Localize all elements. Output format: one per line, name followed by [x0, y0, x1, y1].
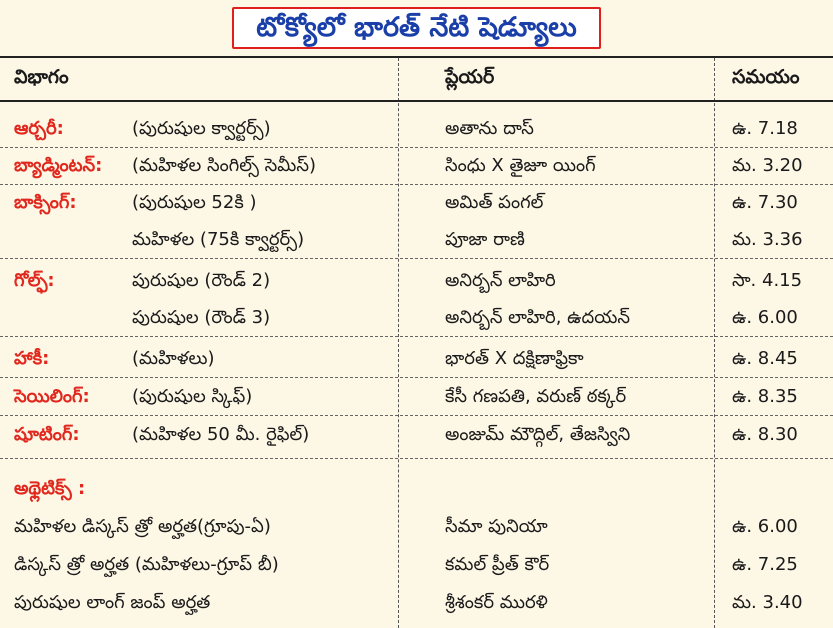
- top-rule: [0, 56, 833, 58]
- table-row: [0, 378, 833, 415]
- player-name: అనిర్బన్ లాహిరి, ఉదయన్: [445, 307, 631, 328]
- table-row: [0, 508, 833, 545]
- category-label: బాక్సింగ్:: [14, 192, 77, 213]
- player-name: కేసీ గణపతి, వరుణ్ ఠక్కర్: [445, 386, 627, 407]
- event-time: ఉ. 6.00: [732, 516, 798, 537]
- event-label: (మహిళల సింగిల్స్ సెమీస్): [132, 155, 316, 176]
- category-label: షూటింగ్:: [14, 424, 80, 445]
- row-separator: [0, 336, 833, 337]
- table-row: [0, 221, 833, 258]
- category-label: గోల్ఫ్:: [14, 270, 55, 291]
- table-row: [0, 416, 833, 453]
- category-label: ఆర్చరీ:: [14, 118, 64, 139]
- header-time: సమయం: [732, 66, 800, 88]
- event-label: పురుషుల లాంగ్ జంప్ అర్హత: [14, 592, 211, 613]
- event-label: పురుషుల (రౌండ్ 3): [132, 307, 271, 328]
- event-label: (మహిళలు): [132, 348, 215, 369]
- event-time: మ. 3.40: [732, 592, 803, 613]
- player-name: అంజుమ్ మౌద్గిల్, తేజస్విని: [445, 424, 631, 445]
- player-name: భారత్ X దక్షిణాఫ్రికా: [445, 348, 584, 369]
- table-row: [0, 147, 833, 184]
- category-label: హాకీ:: [14, 348, 50, 369]
- player-name: కమల్ ప్రీత్ కౌర్: [445, 554, 550, 575]
- event-label: మహిళల (75కి క్వార్టర్స్): [132, 229, 305, 250]
- player-name: పూజా రాణి: [445, 229, 525, 250]
- event-time: సా. 4.15: [732, 270, 803, 291]
- player-name: అతాను దాస్: [445, 118, 534, 139]
- player-name: అమిత్ పంగల్: [445, 192, 544, 213]
- table-row: [0, 184, 833, 221]
- title-bar: [0, 6, 833, 50]
- header-rule: [0, 100, 833, 102]
- table-row: [0, 340, 833, 377]
- player-name: అనిర్బన్ లాహిరి: [445, 270, 556, 291]
- category-label: అథ్లెటిక్స్ :: [14, 478, 86, 499]
- table-row: [0, 584, 833, 621]
- event-time: మ. 3.20: [732, 155, 803, 176]
- event-label: (పురుషుల క్వార్టర్స్): [132, 118, 271, 139]
- player-name: సింధు X తైజూ యింగ్: [445, 155, 596, 176]
- category-label: సెయిలింగ్:: [14, 386, 90, 407]
- event-label: పురుషుల (రౌండ్ 2): [132, 270, 271, 291]
- event-label: మహిళల డిస్కస్ త్రో అర్హత(గ్రూపు-ఏ): [14, 516, 271, 537]
- event-time: ఉ. 6.00: [732, 307, 798, 328]
- table-row: [0, 110, 833, 147]
- table-row: [0, 299, 833, 336]
- player-name: శ్రీశంకర్ మురళి: [445, 592, 548, 613]
- event-time: ఉ. 7.18: [732, 118, 798, 139]
- event-label: (మహిళల 50 మీ. రైఫిల్): [132, 424, 310, 445]
- row-separator: [0, 458, 833, 459]
- player-name: సీమా పునియా: [445, 516, 548, 537]
- event-time: ఉ. 8.45: [732, 348, 798, 369]
- event-time: ఉ. 7.30: [732, 192, 798, 213]
- event-label: డిస్కస్ త్రో అర్హత (మహిళలు-గ్రూప్ బీ): [14, 554, 279, 575]
- header-category: విభాగం: [14, 66, 69, 88]
- row-separator: [0, 258, 833, 259]
- event-label: (పురుషుల 52కి ): [132, 192, 257, 213]
- event-time: ఉ. 8.30: [732, 424, 798, 445]
- category-label: బ్యాడ్మింటన్:: [14, 155, 103, 176]
- header-player: ప్లేయర్: [445, 66, 495, 88]
- page-title: టోక్యోలో భారత్ నేటి షెడ్యూలు: [232, 7, 600, 49]
- table-row: [0, 546, 833, 583]
- event-time: మ. 3.36: [732, 229, 803, 250]
- event-time: ఉ. 7.25: [732, 554, 798, 575]
- table-row: [0, 470, 833, 507]
- table-row: [0, 262, 833, 299]
- event-time: ఉ. 8.35: [732, 386, 798, 407]
- event-label: (పురుషుల స్కిఫ్): [132, 386, 253, 407]
